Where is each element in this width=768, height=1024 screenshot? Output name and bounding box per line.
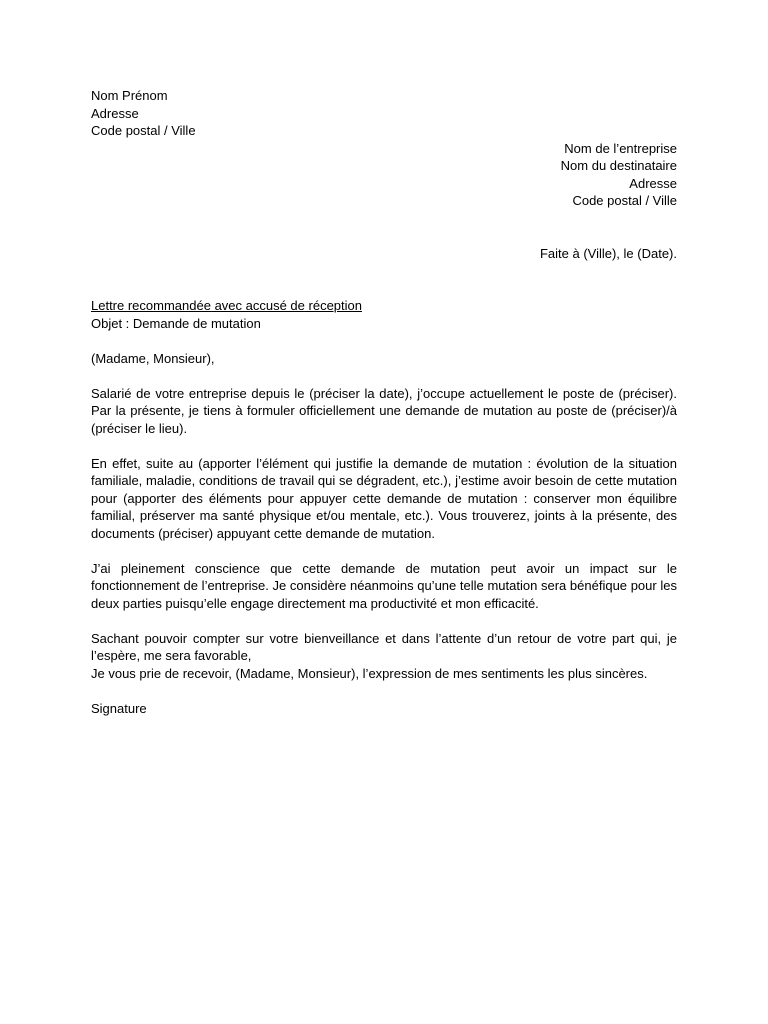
recipient-name: Nom du destinataire (560, 158, 677, 173)
registered-mail-notice: Lettre recommandée avec accusé de réception (91, 298, 362, 313)
recipient-address: Adresse (629, 175, 677, 191)
letter-page (91, 87, 677, 717)
recipient-block (91, 140, 677, 210)
sender-city: Code postal / Ville (91, 123, 196, 138)
subject-line: Objet : Demande de mutation (91, 315, 261, 331)
closing-paragraph-1: Sachant pouvoir compter sur votre bienveillance et dans l’attente d’un retour de votre part qui, je l’espère, me sera favorable, (91, 630, 677, 663)
sender-address: Adresse (91, 105, 139, 121)
date-line: Faite à (Ville), le (Date). (539, 245, 677, 261)
signature: Signature (91, 700, 147, 716)
closing-paragraph-2: Je vous prie de recevoir, (Madame, Monsieur), l’expression de mes sentiments les plus sincères. (91, 665, 648, 681)
paragraph-3: J’ai pleinement conscience que cette demande de mutation peut avoir un impact sur le fonctionnement de l’entreprise. Je considère néanmoins qu’une telle mutation sera bénéfique pour les deux parties puisqu’elle engage directement ma productivité et mon efficacité. (91, 560, 677, 611)
recipient-company: Nom de l’entreprise (564, 140, 677, 156)
sender-block (91, 87, 677, 140)
paragraph-1: Salarié de votre entreprise depuis le (préciser la date), j’occupe actuellement le poste de (préciser). Par la présente, je tiens à formuler officiellement une demande de mutation au poste de (préciser)/à (préciser le lieu). (91, 385, 677, 436)
paragraph-2: En effet, suite au (apporter l’élément qui justifie la demande de mutation : évolution de la situation familiale, maladie, conditions de travail qui se dégradent, etc.), j’estime avoir besoin de cette mutation pour (apporter des éléments pour appuyer cette demande de mutation : conserver mon équilibre familial, préserver ma santé physique et/ou mentale, etc.). Vous trouverez, joints à la présente, des documents (préciser) appuyant cette demande de mutation. (91, 455, 677, 541)
salutation: (Madame, Monsieur), (91, 350, 215, 366)
sender-name: Nom Prénom (91, 88, 168, 103)
recipient-city: Code postal / Ville (572, 193, 677, 208)
